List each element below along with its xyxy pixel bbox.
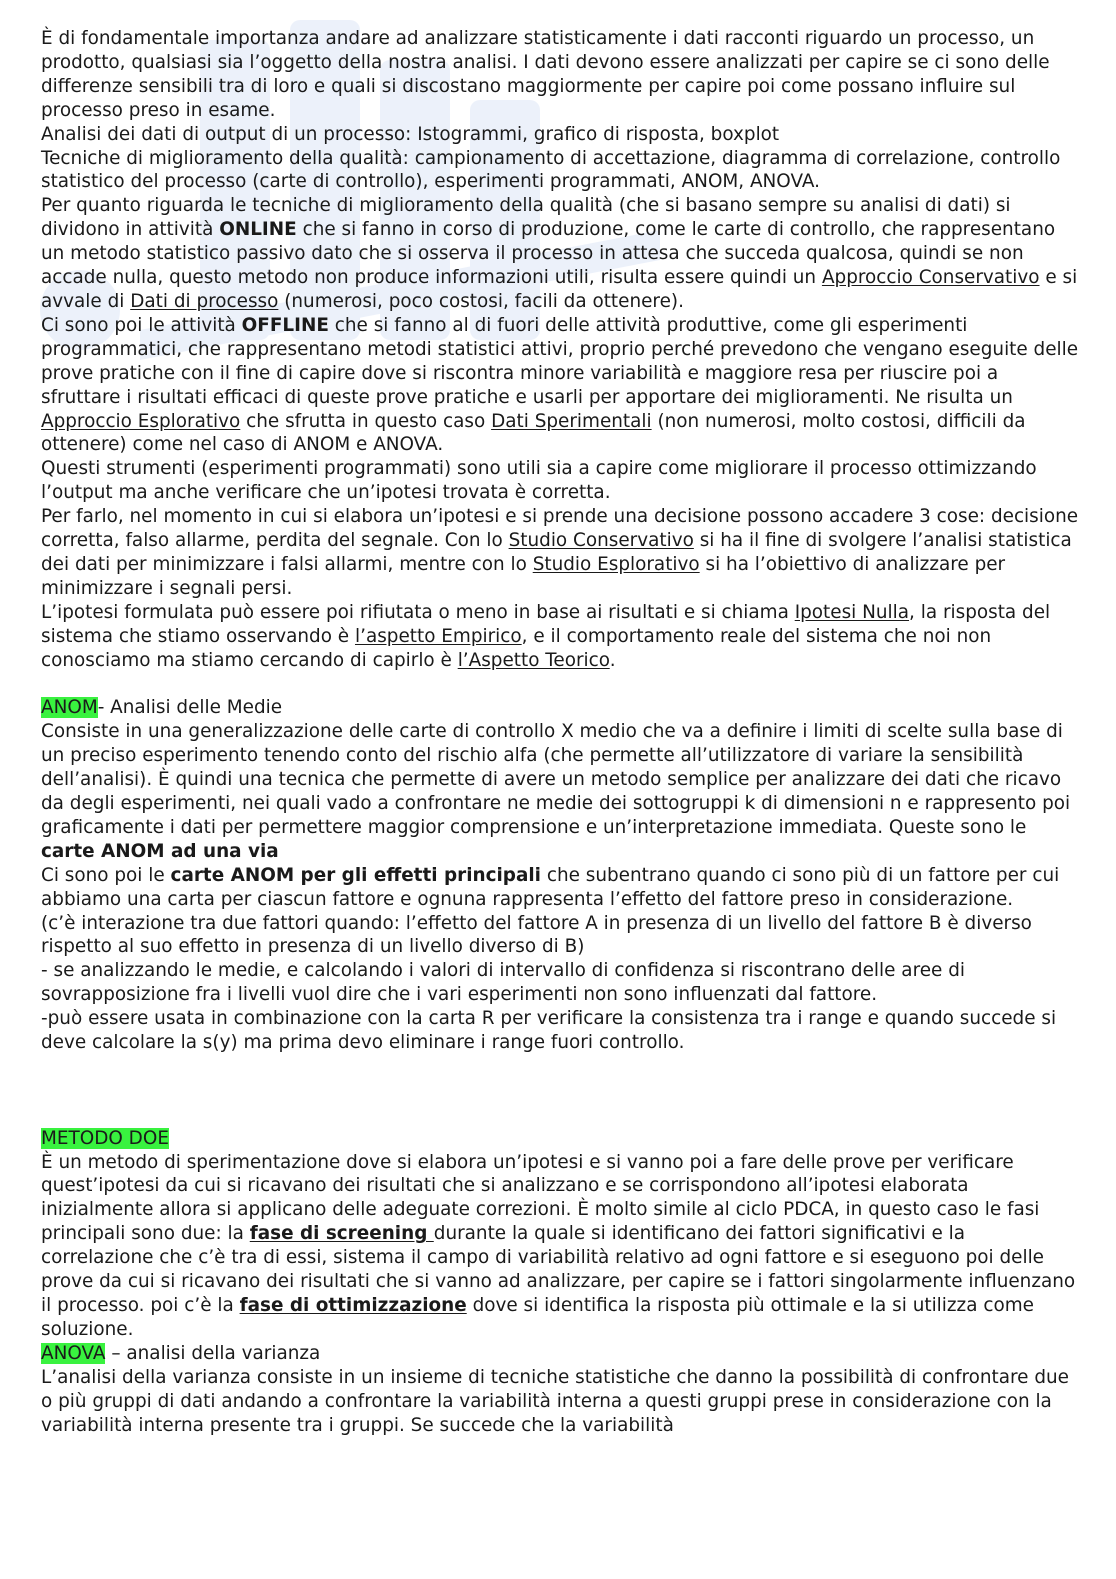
text-segment: (numerosi, poco costosi, facili da ottenere). [278, 290, 684, 312]
text-segment: Per farlo, nel momento in cui si elabora un’ipotesi e si prende una decisione possono accadere 3 cose: decisione corretta, falso allarme, perdita del segnale. Con lo [41, 506, 1079, 552]
text-segment: durante la quale si identificano dei fattori significativi e la correlazione che c’è tra di essi, sistema il campo di variabilità relativo ad ogni fattore e si eseguono poi delle prove da cui si ricavano dei risultati che si vanno ad analizzare, per capire se i fattori singolarmente influenzano il processo. poi c’è la [41, 1223, 1076, 1316]
paragraph-offline [41, 314, 1081, 457]
text-segment: che sfrutta in questo caso [240, 410, 492, 432]
text-segment: si ha il fine di svolgere l’analisi statistica dei dati per minimizzare i falsi allarmi, mentre con lo [41, 530, 1072, 575]
text-segment: e si avvale di [41, 267, 1078, 312]
highlight-anom: ANOM [41, 697, 98, 719]
paragraph-decisions [41, 505, 1081, 601]
paragraph-anom-effects [41, 864, 1081, 912]
text-segment: , la risposta del sistema che stiamo osservando è [41, 601, 1051, 647]
text-segment: Ci sono poi le [41, 864, 171, 886]
paragraph-quality-techniques: Tecniche di miglioramento della qualità: campionamento di accettazione, diagramma di correlazione, controllo statistico del processo (carte di controllo), esperimenti programmati, ANOM, ANOVA. [41, 147, 1061, 193]
term-carte-anom-una-via: carte ANOM ad una via [41, 840, 279, 862]
heading-anova-rest: – analisi della varianza [105, 1342, 321, 1364]
text-segment: (non numerosi, molto costosi, difficili da ottenere) come nel caso di ANOM e ANOVA. [41, 410, 1026, 456]
term-dati-di-processo: Dati di processo [130, 290, 279, 312]
text-segment: dove si identifica la risposta più ottimale e la si utilizza come soluzione. [41, 1294, 1034, 1340]
paragraph-confidence: - se analizzando le medie, e calcolando i valori di intervallo di confidenza si riscontrano delle aree di sovrapposizione fra i livelli vuol dire che i vari esperimenti non sono influenzati dal fattore. [41, 960, 965, 1006]
paragraph-r-chart: -può essere usata in combinazione con la carta R per verificare la consistenza tra i range e quando succede si deve calcolare la s(y) ma prima devo eliminare i range fuori controllo. [41, 1008, 1057, 1054]
text-segment: . [609, 649, 616, 671]
term-online: ONLINE [219, 219, 297, 241]
text-segment: È un metodo di sperimentazione dove si elabora un’ipotesi e si vanno poi a fare delle prove per verificare quest’ipotesi da cui si ricavano dei risultati che si analizzano e se corrispondono all’ipotesi elaborata inizialmente allora si applicano delle adeguate correzioni. È molto simile al ciclo PDCA, in questo caso le fasi principali sono due: la [41, 1151, 1040, 1245]
paragraph-hypothesis [41, 601, 1081, 673]
heading-doe [41, 1127, 1081, 1151]
heading-anom-rest: - Analisi delle Medie [97, 697, 283, 719]
term-fase-ottimizzazione: fase di ottimizzazione [239, 1294, 467, 1316]
text-segment: che si fanno al di fuori delle attività produttive, come gli esperimenti programmatici, che rappresentano metodi statistici attivi, proprio perché prevedono che vengano eseguite delle prove pratiche con il fine di capire dove si riscontra minore variabilità e maggiore resa per riuscire poi a sfruttare i risultati efficaci di queste prove pratiche e usarli per apportare dei miglioramenti. Ne risulta un [41, 314, 1079, 408]
term-studio-conservativo: Studio Conservativo [508, 530, 694, 552]
blank-lines [41, 1055, 1081, 1127]
heading-anova [41, 1342, 1081, 1366]
paragraph-output-analysis: Analisi dei dati di output di un processo: Istogrammi, grafico di risposta, boxplot [41, 123, 780, 145]
term-approccio-conservativo: Approccio Conservativo [821, 267, 1040, 289]
text-segment: si ha l’obiettivo di analizzare per minimizzare i segnali persi. [41, 553, 1006, 599]
term-approccio-esplorativo: Approccio Esplorativo [41, 410, 241, 432]
text-segment: L’ipotesi formulata può essere poi rifiutata o meno in base ai risultati e si chiama [41, 601, 795, 623]
paragraph-doe [41, 1151, 1081, 1342]
paragraph-online [41, 194, 1081, 314]
term-carte-anom-effetti: carte ANOM per gli effetti principali [170, 864, 541, 886]
blank-line [41, 672, 1081, 696]
paragraph-tools: Questi strumenti (esperimenti programmati) sono utili sia a capire come migliorare il processo ottimizzando l’output ma anche verificare che un’ipotesi trovata è corretta. [41, 458, 1037, 504]
term-ipotesi-nulla: Ipotesi Nulla [794, 601, 910, 623]
paragraph-anova: L’analisi della varianza consiste in un insieme di tecniche statistiche che danno la possibilità di confrontare due o più gruppi di dati andando a confrontare la variabilità interna a questi gruppi prese in considerazione con la variabilità interna presente tra i gruppi. Se succede che la variabilità [41, 1366, 1069, 1436]
highlight-doe: METODO DOE [41, 1127, 169, 1149]
paragraph-interaction: (c’è interazione tra due fattori quando: l’effetto del fattore A in presenza di un livello del fattore B è diverso rispetto al suo effetto in presenza di un livello diverso di B) [41, 912, 1032, 958]
text-segment: che subentrano quando ci sono più di un fattore per cui abbiamo una carta per ciascun fattore e ognuna rappresenta l’effetto del fattore preso in considerazione. [41, 864, 1060, 910]
term-fase-screening: fase di screening [249, 1223, 434, 1245]
term-aspetto-empirico: l’aspetto Empirico [354, 625, 522, 647]
text-segment: , e il comportamento reale del sistema che noi non conosciamo ma stiamo cercando di capirlo è [41, 625, 992, 671]
text-segment: Consiste in una generalizzazione delle carte di controllo X medio che va a definire i limiti di scelte sulla base di un preciso esperimento tenendo conto del rischio alfa (che permette all’utilizzatore di variare la sensibilità dell’analisi). È quindi una tecnica che permette di avere un metodo semplice per analizzare dei dati che ricavo da degli esperimenti, nei quali vado a confrontare ne medie dei sottogruppi k di dimensioni n e rappresento poi graficamente i dati per permettere maggior comprensione e un’interpretazione immediata. Queste sono le [41, 721, 1071, 838]
text-segment: Per quanto riguarda le tecniche di miglioramento della qualità (che si basano sempre su analisi di dati) si dividono in attività [41, 195, 1011, 241]
term-dati-sperimentali: Dati Sperimentali [491, 410, 652, 432]
term-offline: OFFLINE [241, 314, 329, 336]
heading-anom [41, 696, 1081, 720]
document-body [41, 27, 1081, 1437]
highlight-anova: ANOVA [41, 1342, 106, 1364]
text-segment: Ci sono poi le attività [41, 314, 242, 336]
paragraph-anom-description [41, 720, 1081, 863]
text-segment: che si fanno in corso di produzione, come le carte di controllo, che rappresentano un metodo statistico passivo dato che si osserva il processo in attesa che succeda qualcosa, quindi se non accade nulla, questo metodo non produce informazioni utili, risulta essere quindi un [41, 219, 1056, 289]
term-aspetto-teorico: l’Aspetto Teorico [457, 649, 610, 671]
term-studio-esplorativo: Studio Esplorativo [532, 553, 700, 575]
paragraph-intro: È di fondamentale importanza andare ad analizzare statisticamente i dati racconti riguardo un processo, un prodotto, qualsiasi sia l’oggetto della nostra analisi. I dati devono essere analizzati per capire se ci sono delle differenze sensibili tra di loro e quali si discostano maggiormente per capire poi come possano influire sul processo preso in esame. [41, 28, 1050, 121]
